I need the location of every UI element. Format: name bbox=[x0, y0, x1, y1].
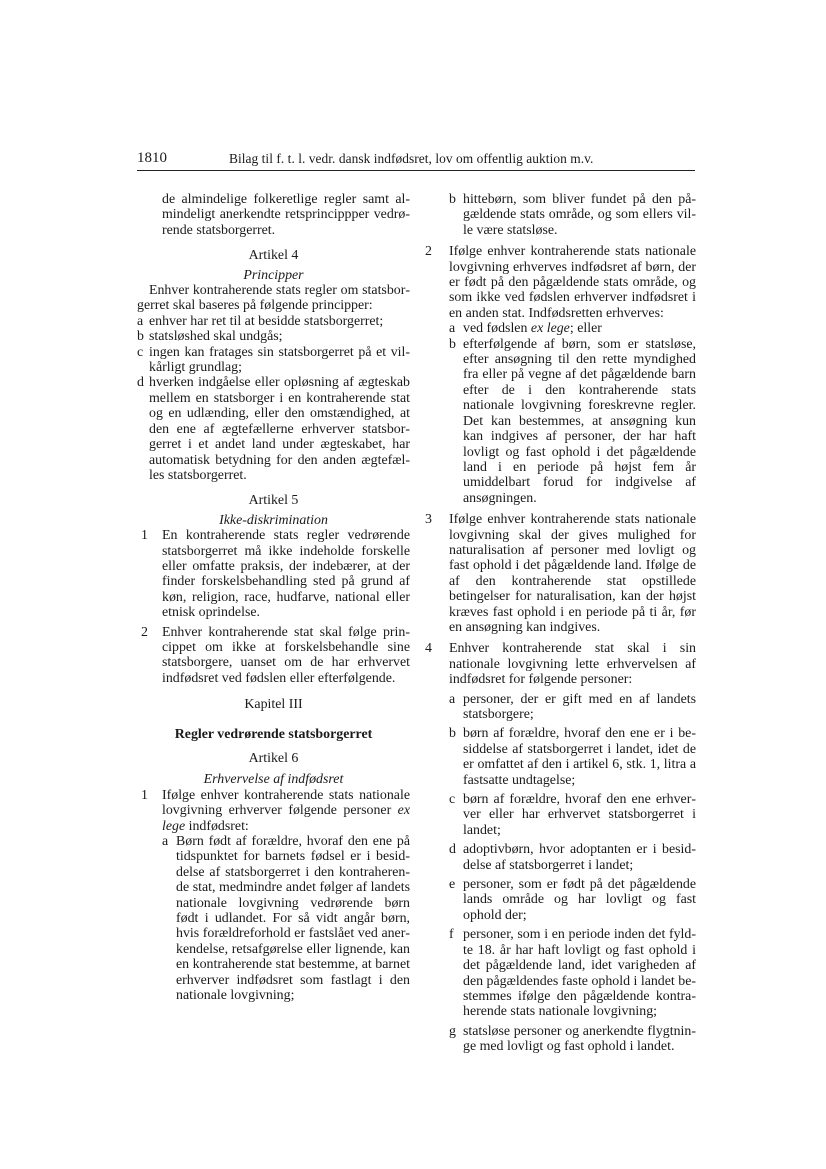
list-item: c ingen kan fratages sin statsborgerret på et vilkårligt grundlag; bbox=[137, 344, 410, 376]
article-4-subheading: Principper bbox=[243, 267, 304, 283]
list-item: c børn af forældre, hvoraf den ene erhverver eller har erhvervet statsborgerret i landet; bbox=[449, 792, 696, 838]
numbered-paragraph: 1 En kontraherende stats regler vedrørende statsborgerret må ikke indeholde forskelle eller omfatte praksis, der indebærer, at der finder forskelsbehandling sted på grund af køn, religion, race, hudfarve, national eller etnisk oprindelse. bbox=[141, 528, 410, 621]
running-title: Bilag til f. t. l. vedr. dansk indfødsret, lov om offentlig auktion m.v. bbox=[229, 151, 594, 166]
page-number: 1810 bbox=[137, 150, 167, 166]
list-item: a ved fødslen ex lege; eller bbox=[449, 321, 602, 337]
list-item: b statsløshed skal undgås; bbox=[137, 329, 283, 345]
article-4-list bbox=[137, 314, 410, 483]
page-header bbox=[137, 150, 695, 170]
list-item: b hittebørn, som bliver fundet på den pågældende stats område, og som ellers ville være statsløse. bbox=[449, 192, 696, 238]
article-5-subheading: Ikke-diskrimination bbox=[219, 512, 328, 528]
numbered-paragraph: 1 Ifølge enhver kontraherende stats nationale lovgivning erhverver følgende personer ex lege indfødsret: bbox=[141, 787, 410, 834]
numbered-paragraph: 2 Ifølge enhver kontraherende stats nationale lovgivning erhverves indfødsret af børn, der er født på den pågældende stats område, og som ikke ved fødslen erhverver indfødsret i en anden stat. Indfødsretten erhverves: bbox=[425, 244, 696, 321]
article-5-heading: Artikel 5 bbox=[248, 493, 299, 509]
header-rule bbox=[137, 170, 695, 171]
chapter-title: Regler vedrørende statsborgerret bbox=[174, 726, 373, 742]
list-item: d hverken indgåelse eller opløsning af ægteskab mellem en statsborger i en kontraherende stat og en udlænding, eller den omstændighed, at den ene af ægtefællerne erhverver statsborgerret i et andet land under ægteskabet, har automatisk betydning for den anden ægtefælles statsborgerret. bbox=[137, 375, 410, 483]
left-column bbox=[137, 192, 410, 1004]
list-item: a Børn født af forældre, hvoraf den ene på tidspunktet for barnets fødsel er i besiddelse af statsborgerret i den kontraherende stat, medmindre andet følger af landets nationale lovgivning vedrørende børn født i udlandet. For så vidt angår børn, hvis forældreforhold er fastslået ved anerkendelse, retsafgørelse eller lignende, kan en kontraherende stat bestemme, at barnet erhverver indfødsret som fastlagt i den nationale lovgivning; bbox=[162, 834, 410, 1004]
list-item: f personer, som i en periode inden det fyldte 18. år har haft lovligt og fast ophold i det pågældende land, idet varigheden af den pågældendes faste ophold i landet bestemmes ifølge den pågældende kontraherende stats nationale lovgivning; bbox=[449, 927, 697, 1020]
list-item: a personer, der er gift med en af landets statsborgere; bbox=[449, 691, 696, 722]
list-item: e personer, som er født på det pågældende lands område og har lovligt og fast ophold der; bbox=[449, 877, 696, 923]
list-item: b børn af forældre, hvoraf den ene er i besiddelse af statsborgerret i landet, idet de er omfattet af den i artikel 6, stk. 1, litra a fastsatte undtagelse; bbox=[449, 726, 696, 788]
article-4-heading: Artikel 4 bbox=[248, 248, 299, 264]
numbered-paragraph: 2 Enhver kontraherende stat skal følge princippet om ikke at forskelsbehandle sine statsborgere, uanset om de har erhvervet indfødsret ved fødslen eller efterfølgende. bbox=[141, 624, 410, 686]
list-item: d adoptivbørn, hvor adoptanten er i besiddelse af statsborgerret i landet; bbox=[449, 842, 696, 873]
chapter-heading: Kapitel III bbox=[244, 697, 303, 713]
right-column bbox=[424, 192, 696, 1055]
list-item: b efterfølgende af børn, som er statsløse, efter ansøgning til den rette myndighed fra eller på vegne af det pågældende barn efter de i den kontraherende stats nationale lovgivning foreskrevne regler. Det kan bestemmes, at ansøgning kun kan indgives af personer, der har haft lovligt og fast ophold i det pågældende land i en periode på højst fem år umiddelbart forud for indgivelse af ansøgningen. bbox=[449, 336, 696, 506]
numbered-paragraph: 4 Enhver kontraherende stat skal i sin nationale lovgivning lette erhvervelsen af indfødsret for følgende personer: bbox=[425, 641, 696, 688]
article-4-lead: Enhver kontraherende stats regler om statsborgerret skal baseres på følgende principper: bbox=[137, 283, 410, 314]
numbered-paragraph: 3 Ifølge enhver kontraherende stats nationale lovgivning skal der gives mulighed for naturalisation af personer med lovligt og fast ophold i det pågældende land. Ifølge de af den kontraherende stat opstillede betingelser for naturalisation, kan der højst kræves fast ophold i en periode på ti år, før en ansøgning kan indgives. bbox=[425, 512, 696, 635]
list-item: a enhver har ret til at besidde statsborgerret; bbox=[137, 313, 384, 329]
article-6-subheading: Erhvervelse af indfødsret bbox=[203, 772, 344, 788]
list-item: g statsløse personer og anerkendte flygtninge med lovligt og fast ophold i landet. bbox=[449, 1023, 696, 1055]
article-6-heading: Artikel 6 bbox=[248, 751, 299, 766]
intro-paragraph: de almindelige folkeretlige regler samt almindeligt anerkendte retsprincippper vedrørende statsborgerret. bbox=[162, 192, 410, 238]
